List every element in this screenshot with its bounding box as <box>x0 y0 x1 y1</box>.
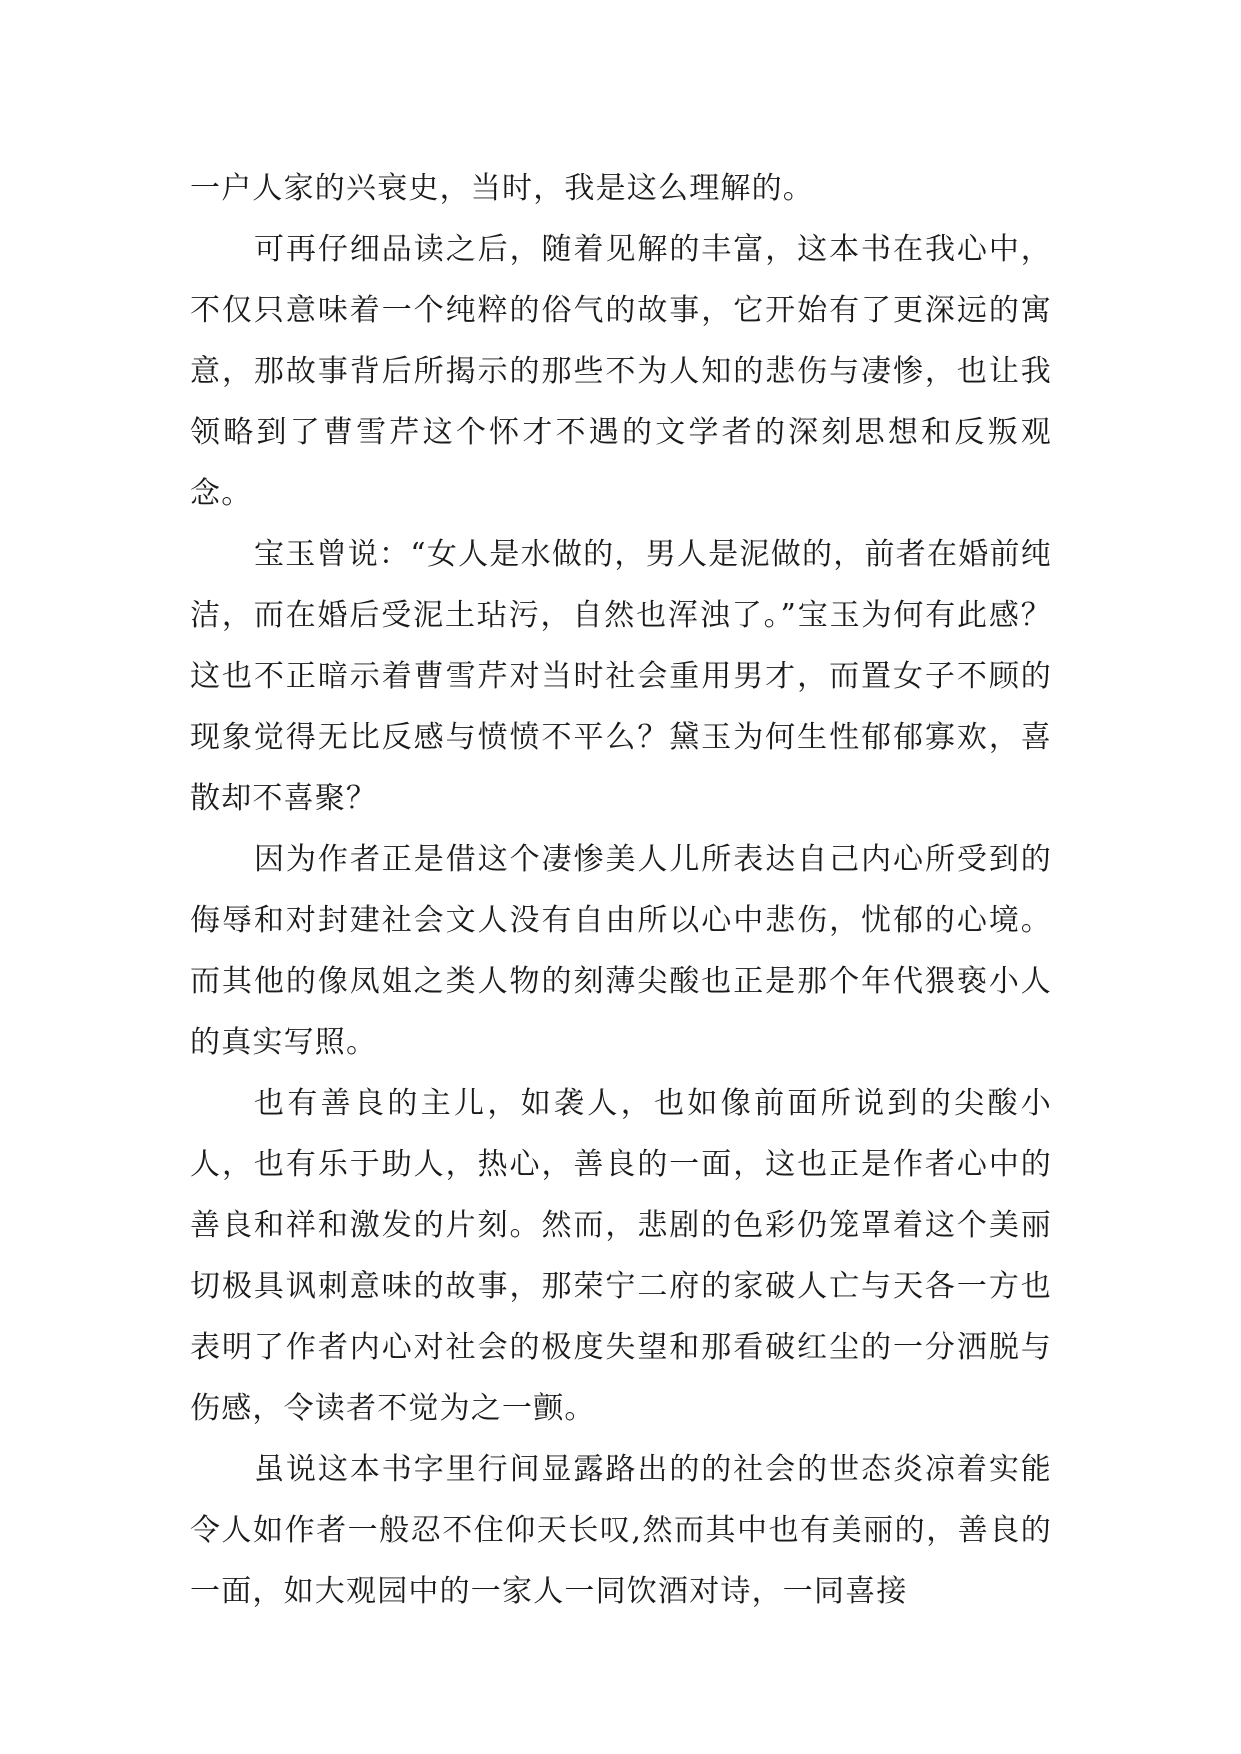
paragraph: 可再仔细品读之后，随着见解的丰富，这本书在我心中，不仅只意味着一个纯粹的俗气的故事，它开始有了更深远的寓意，那故事背后所揭示的那些不为人知的悲伤与凄惨，也让我领略到了曹雪芹这个怀才不遇的文学者的深刻思想和反叛观念。 <box>190 232 1052 511</box>
paragraph: 因为作者正是借这个凄惨美人儿所表达自己内心所受到的侮辱和对封建社会文人没有自由所以心中悲伤，忧郁的心境。而其他的像凤姐之类人物的刻薄尖酸也正是那个年代猥亵小人的真实写照。 <box>190 842 1052 1060</box>
paragraph-continuation: 一户人家的兴衰史，当时，我是这么理解的。 <box>190 171 814 206</box>
paragraph: 虽说这本书字里行间显露路出的的社会的世态炎凉着实能令人如作者一般忍不住仰天长叹,然而其中也有美丽的，善良的一面，如大观园中的一家人一同饮酒对诗，一同喜接 <box>190 1452 1052 1609</box>
paragraph: 也有善良的主儿，如袭人，也如像前面所说到的尖酸小人，也有乐于助人，热心，善良的一面，这也正是作者心中的善良和祥和激发的片刻。然而，悲剧的色彩仍笼罩着这个美丽切极具讽刺意味的故事，那荣宁二府的家破人亡与天各一方也表明了作者内心对社会的极度失望和那看破红尘的一分洒脱与伤感，令读者不觉为之一颤。 <box>190 1086 1052 1426</box>
paragraph: 宝玉曾说：“女人是水做的，男人是泥做的，前者在婚前纯洁，而在婚后受泥土玷污，自然也浑浊了。”宝玉为何有此感？这也不正暗示着曹雪芹对当时社会重用男才，而置女子不顾的现象觉得无比反感与愤愤不平么？黛玉为何生性郁郁寡欢，喜散却不喜聚？ <box>190 537 1052 816</box>
document-body <box>190 158 1052 1622</box>
